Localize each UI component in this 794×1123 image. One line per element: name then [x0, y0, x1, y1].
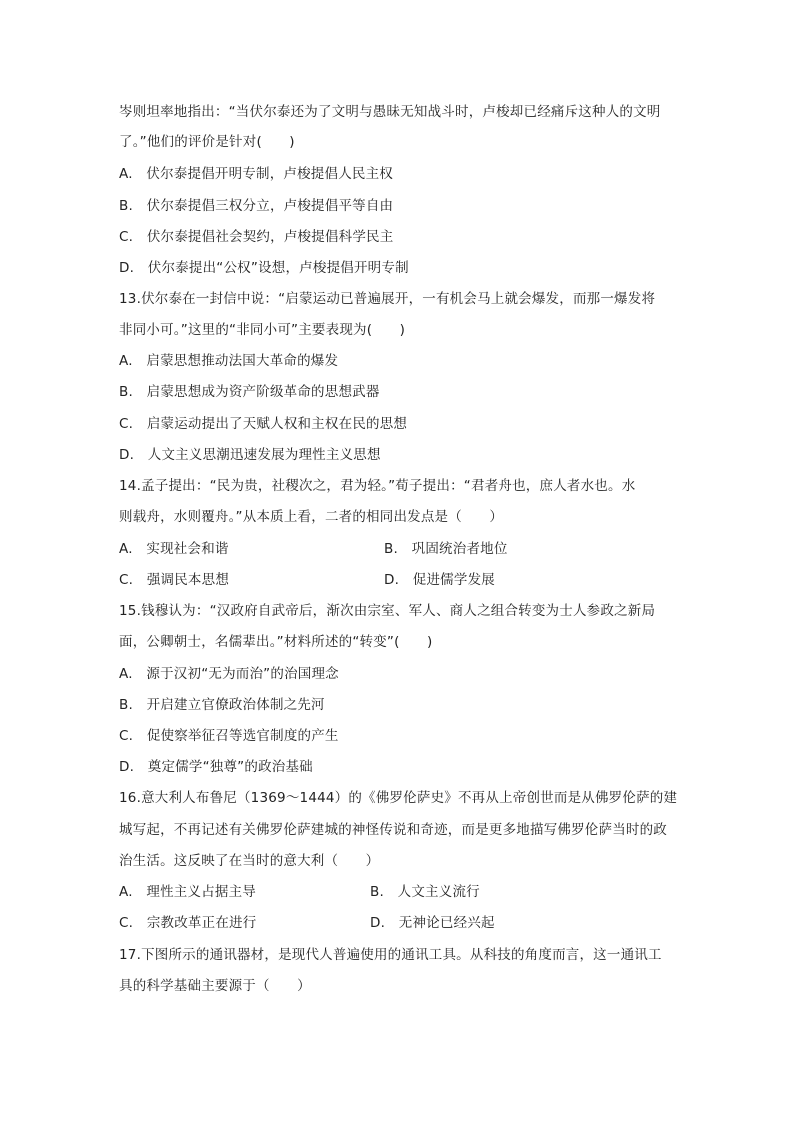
q16-option-d: D. 无神论已经兴起	[370, 915, 495, 931]
q13-option-c: C. 启蒙运动提出了天赋人权和主权在民的思想	[119, 416, 408, 432]
q14-stem-line-2: 则载舟，水则覆舟。”从本质上看，二者的相同出发点是（ ）	[119, 509, 504, 525]
q13-stem-line-1: 13.伏尔泰在一封信中说：“启蒙运动已普遍展开，一有机会马上就会爆发，而那一爆发将	[119, 291, 656, 307]
q17-stem-line-1: 17.下图所示的通讯器材，是现代人普遍使用的通讯工具。从科技的角度而言，这一通讯工	[119, 947, 662, 963]
q15-option-b: B. 开启建立官僚政治体制之先河	[119, 697, 325, 713]
q13-option-d: D. 人文主义思潮迅速发展为理性主义思想	[119, 447, 381, 463]
q15-stem-line-1: 15.钱穆认为：“汉政府自武帝后，渐次由宗室、军人、商人之组合转变为士人参政之新局	[119, 603, 656, 619]
q13-option-b: B. 启蒙思想成为资产阶级革命的思想武器	[119, 384, 380, 400]
q15-option-a: A. 源于汉初“无为而治”的治国理念	[119, 666, 339, 682]
q14-option-d: D. 促进儒学发展	[384, 572, 495, 588]
q14-option-a: A. 实现社会和谐	[119, 541, 229, 557]
q12-option-c: C. 伏尔泰提倡社会契约，卢梭提倡科学民主	[119, 229, 394, 245]
q16-option-b: B. 人文主义流行	[370, 884, 480, 900]
q16-stem-line-3: 治生活。这反映了在当时的意大利（ ）	[119, 853, 380, 869]
q14-option-c: C. 强调民本思想	[119, 572, 230, 588]
q14-stem-line-1: 14.孟子提出：“民为贵，社稷次之，君为轻。”荀子提出：“君者舟也，庶人者水也。水	[119, 478, 636, 494]
q13-option-a: A. 启蒙思想推动法国大革命的爆发	[119, 353, 339, 369]
q12-stem-line-2: 了。”他们的评价是针对( )	[119, 134, 295, 150]
q14-option-b: B. 巩固统治者地位	[384, 541, 508, 557]
q12-option-d: D. 伏尔泰提出“公权”设想，卢梭提倡开明专制	[119, 260, 409, 276]
q15-option-d: D. 奠定儒学“独尊”的政治基础	[119, 759, 313, 775]
q12-option-b: B. 伏尔泰提倡三权分立，卢梭提倡平等自由	[119, 198, 394, 214]
q13-stem-line-2: 非同小可。”这里的“非同小可”主要表现为( )	[119, 322, 406, 338]
q15-option-c: C. 促使察举征召等选官制度的产生	[119, 728, 339, 744]
q12-stem-line-1: 岑则坦率地指出：“当伏尔泰还为了文明与愚昧无知战斗时，卢梭却已经痛斥这种人的文明	[119, 104, 661, 120]
q17-stem-line-2: 具的科学基础主要源于（ ）	[119, 978, 311, 994]
q15-stem-line-2: 面，公卿朝士，名儒辈出。”材料所述的“转变”( )	[119, 634, 433, 650]
q16-option-a: A. 理性主义占据主导	[119, 884, 256, 900]
q12-option-a: A. 伏尔泰提倡开明专制，卢梭提倡人民主权	[119, 166, 393, 182]
q16-option-c: C. 宗教改革正在进行	[119, 915, 257, 931]
q16-stem-line-2: 城写起，不再记述有关佛罗伦萨建城的神怪传说和奇迹，而是更多地描写佛罗伦萨当时的政	[119, 822, 667, 838]
q16-stem-line-1: 16.意大利人布鲁尼（1369～1444）的《佛罗伦萨史》不再从上帝创世而是从佛罗伦萨的建	[119, 790, 678, 806]
